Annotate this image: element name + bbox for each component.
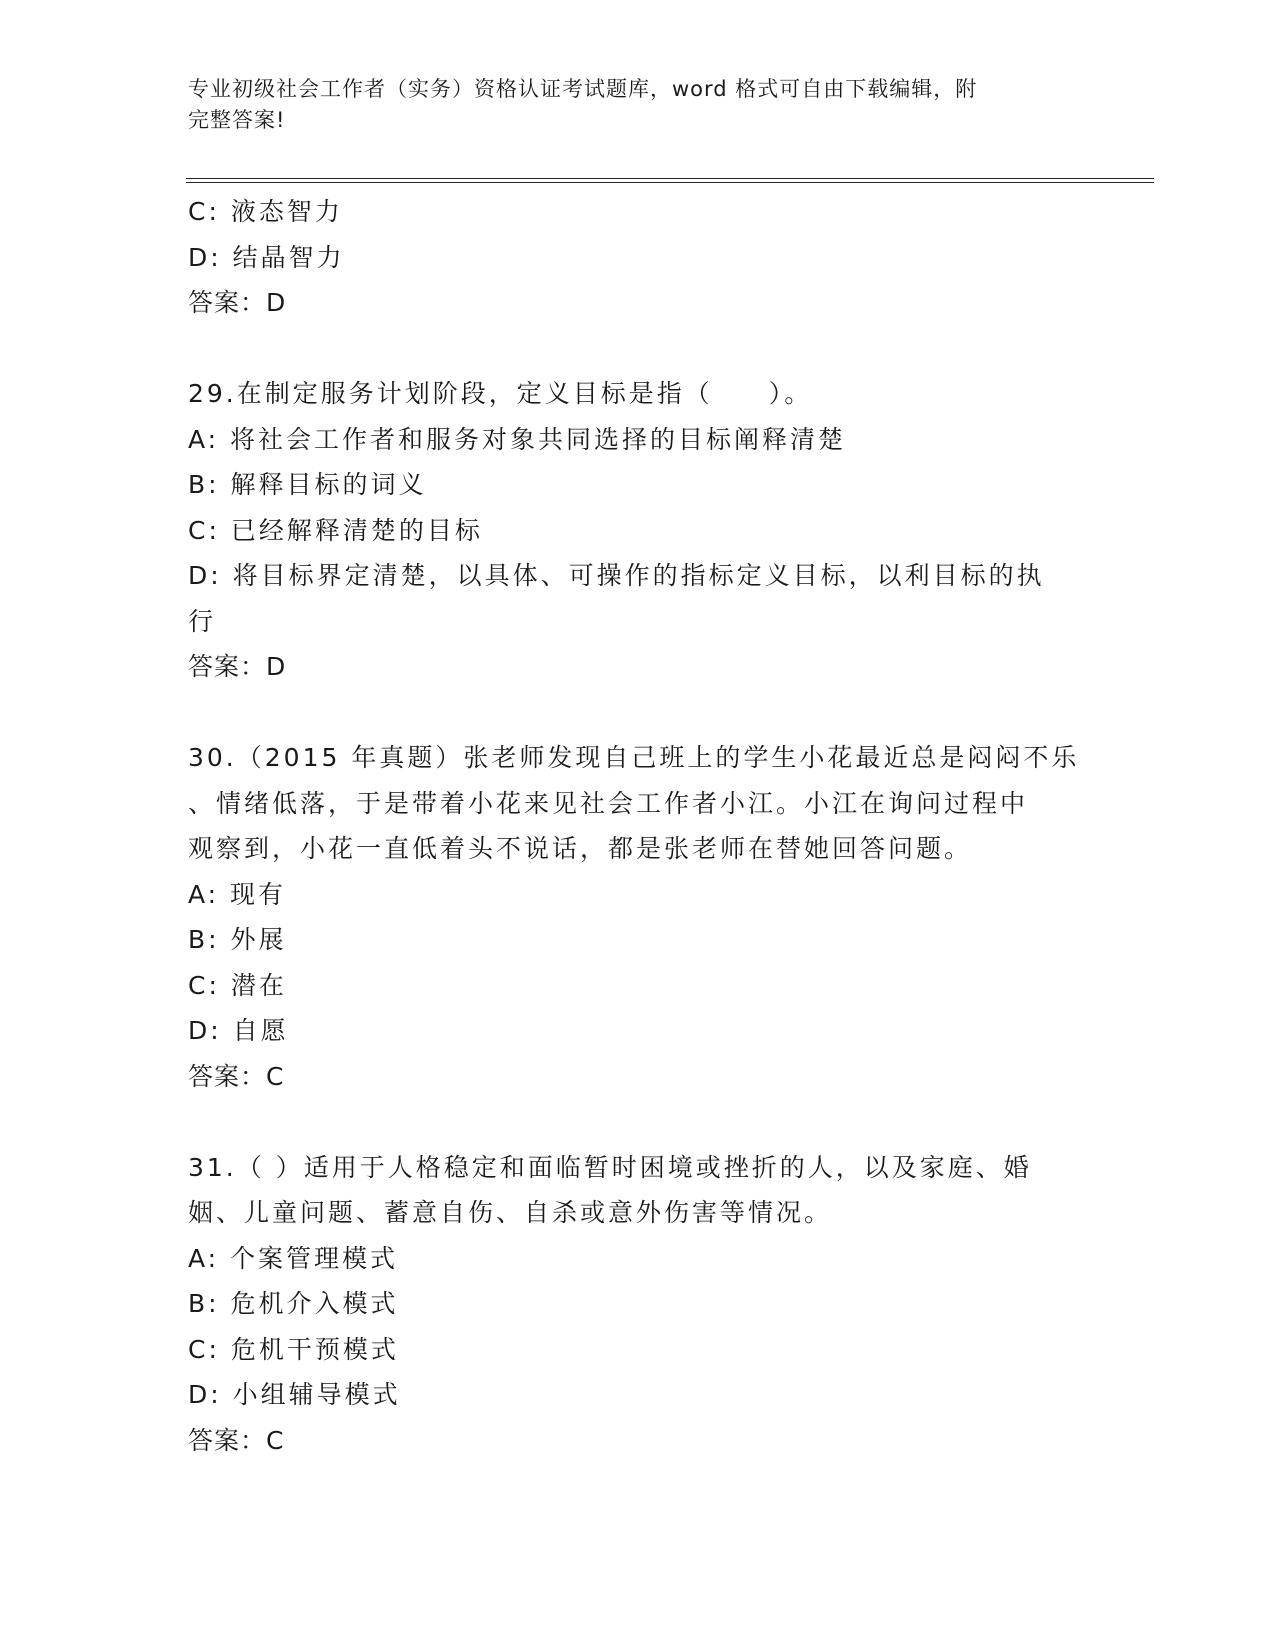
option-c: C: 潜在 bbox=[188, 970, 287, 1000]
option-b: B: 解释目标的词义 bbox=[188, 470, 427, 499]
option-d: D: 将目标界定清楚，以具体、可操作的指标定义目标，以利目标的执 bbox=[188, 561, 1045, 590]
option-d: D: 自愿 bbox=[188, 1016, 289, 1045]
option-d-continued: 行 bbox=[188, 606, 217, 636]
option-d: D: 结晶智力 bbox=[188, 242, 345, 272]
option-c: C: 液态智力 bbox=[188, 197, 343, 226]
question-stem-line-1: 31.（ ）适用于人格稳定和面临暂时困境或挫折的人，以及家庭、婚 bbox=[188, 1152, 1032, 1182]
question-30 bbox=[188, 735, 1088, 1099]
answer: 答案：D bbox=[188, 652, 287, 681]
option-b: B: 外展 bbox=[188, 925, 287, 954]
question-stem-line-1: 30.（2015 年真题）张老师发现自己班上的学生小花最近总是闷闷不乐 bbox=[188, 743, 1080, 772]
option-a: A: 个案管理模式 bbox=[188, 1243, 399, 1273]
answer: 答案：C bbox=[188, 1061, 285, 1091]
document-header bbox=[188, 74, 1068, 136]
question-29 bbox=[188, 371, 1088, 690]
question-content bbox=[188, 189, 1088, 1463]
option-c: C: 已经解释清楚的目标 bbox=[188, 515, 483, 545]
question-31 bbox=[188, 1145, 1088, 1464]
option-b: B: 危机介入模式 bbox=[188, 1289, 399, 1318]
question-stem-line-2: 、情绪低落，于是带着小花来见社会工作者小江。小江在询问过程中 bbox=[188, 788, 1029, 818]
prev-question-tail bbox=[188, 189, 1088, 326]
option-a: A: 现有 bbox=[188, 879, 287, 909]
option-d: D: 小组辅导模式 bbox=[188, 1380, 401, 1409]
question-stem-line-2: 姻、儿童问题、蓄意自伤、自杀或意外伤害等情况。 bbox=[188, 1198, 833, 1227]
answer: 答案：D bbox=[188, 288, 287, 317]
question-stem-line-3: 观察到，小花一直低着头不说话，都是张老师在替她回答问题。 bbox=[188, 834, 973, 863]
header-line-2: 完整答案! bbox=[188, 108, 286, 132]
option-c: C: 危机干预模式 bbox=[188, 1334, 399, 1364]
header-line-1: 专业初级社会工作者（实务）资格认证考试题库，word 格式可自由下载编辑，附 bbox=[188, 77, 978, 101]
option-a: A: 将社会工作者和服务对象共同选择的目标阐释清楚 bbox=[188, 424, 847, 454]
header-divider bbox=[186, 178, 1154, 183]
answer: 答案：C bbox=[188, 1425, 285, 1455]
question-stem: 29.在制定服务计划阶段，定义目标是指（ ）。 bbox=[188, 379, 813, 408]
